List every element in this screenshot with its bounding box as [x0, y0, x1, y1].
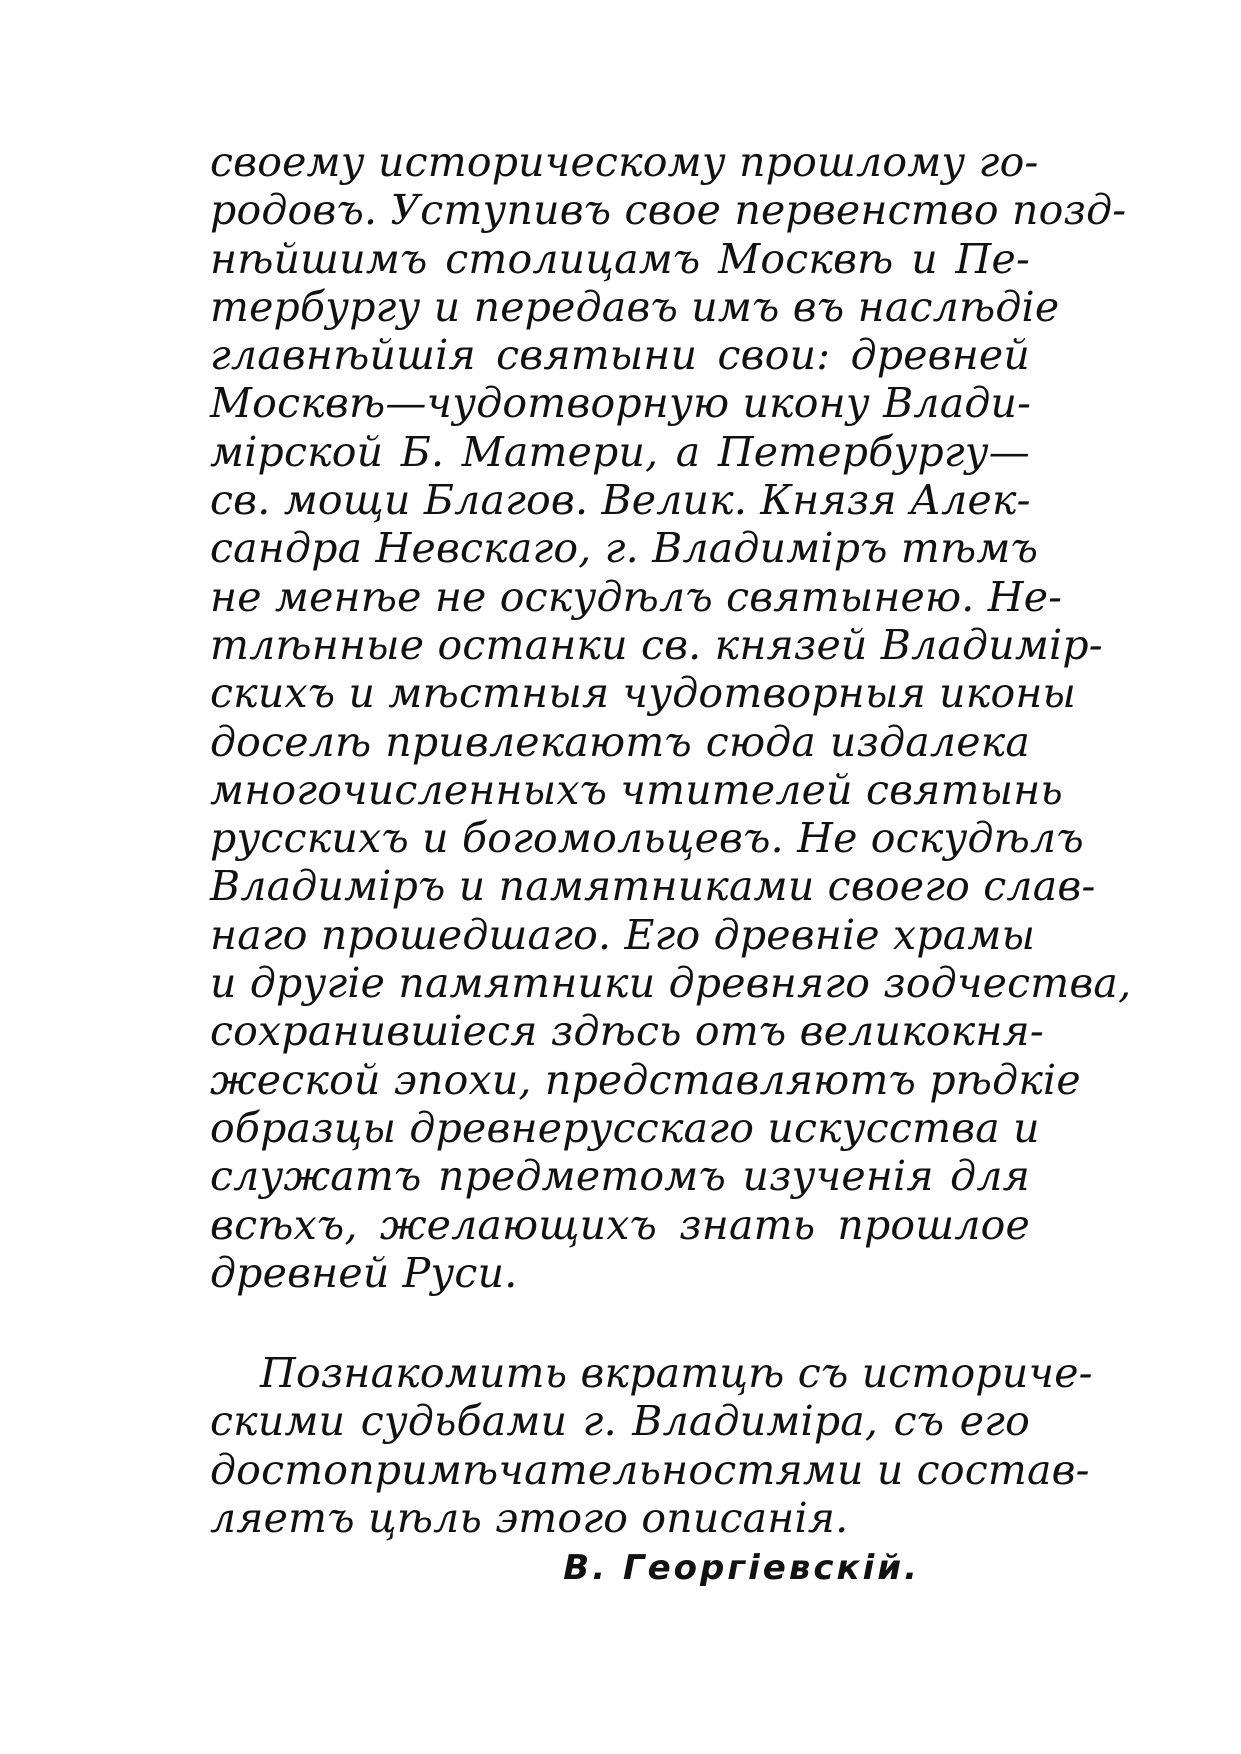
text-line: нѣйшимъ столицамъ Москвѣ и Пе- — [210, 234, 1030, 283]
text-line: родовъ. Уступивъ свое первенство позд- — [210, 186, 1127, 235]
author-signature: В. Георгіевскій. — [563, 1548, 920, 1588]
text-line: главнѣйшія святыни свои: древней — [210, 331, 1030, 380]
text-line: наго прошедшаго. Его древніе храмы — [210, 910, 1036, 959]
text-line: сандра Невскаго, г. Владиміръ тѣмъ — [210, 524, 1039, 573]
text-line: Познакомить вкратцѣ съ историче- — [260, 1349, 1093, 1398]
text-line: жеской эпохи, представляютъ рѣдкіе — [210, 1055, 1081, 1104]
text-line: древней Руси. — [210, 1248, 518, 1297]
text-line: всѣхъ, желающихъ знать прошлое — [210, 1200, 1030, 1249]
text-line: не менѣе не оскудѣлъ святынею. Не- — [210, 572, 1063, 621]
paragraph-gap — [210, 1297, 1030, 1349]
text-line: образцы древнерусскаго искусства и — [210, 1103, 1040, 1152]
text-line: мірской Б. Матери, а Петербургу— — [210, 427, 1030, 476]
text-line: скими судьбами г. Владиміра, съ его — [210, 1397, 1030, 1446]
text-block — [210, 138, 1132, 1543]
text-line: своему историческому прошлому го- — [210, 138, 1039, 186]
text-line: св. мощи Благов. Велик. Князя Алек- — [210, 476, 1031, 525]
text-line: доселѣ привлекаютъ сюда издалека — [210, 717, 1030, 766]
text-line: служатъ предметомъ изученія для — [210, 1152, 1030, 1201]
paragraph-2 — [210, 1349, 1093, 1543]
text-line: тербургу и передавъ имъ въ наслѣдіе — [210, 282, 1060, 331]
text-line: Москвѣ—чудотворную икону Влади- — [210, 379, 1032, 428]
text-line: и другіе памятники древняго зодчества, — [210, 959, 1132, 1008]
text-line: скихъ и мѣстныя чудотворныя иконы — [210, 669, 1077, 718]
text-line: ляетъ цѣль этого описанія. — [210, 1494, 849, 1543]
text-line: русскихъ и богомольцевъ. Не оскудѣлъ — [210, 814, 1084, 863]
text-line: многочисленныхъ чтителей святынь — [210, 765, 1063, 814]
text-line: сохранившіеся здѣсь отъ великокня- — [210, 1007, 1044, 1056]
text-line: тлѣнные останки св. князей Владимір- — [210, 620, 1103, 669]
text-line: Владиміръ и памятниками своего слав- — [210, 862, 1096, 911]
paragraph-1 — [210, 138, 1132, 1297]
text-line: достопримѣчательностями и состав- — [210, 1445, 1090, 1494]
